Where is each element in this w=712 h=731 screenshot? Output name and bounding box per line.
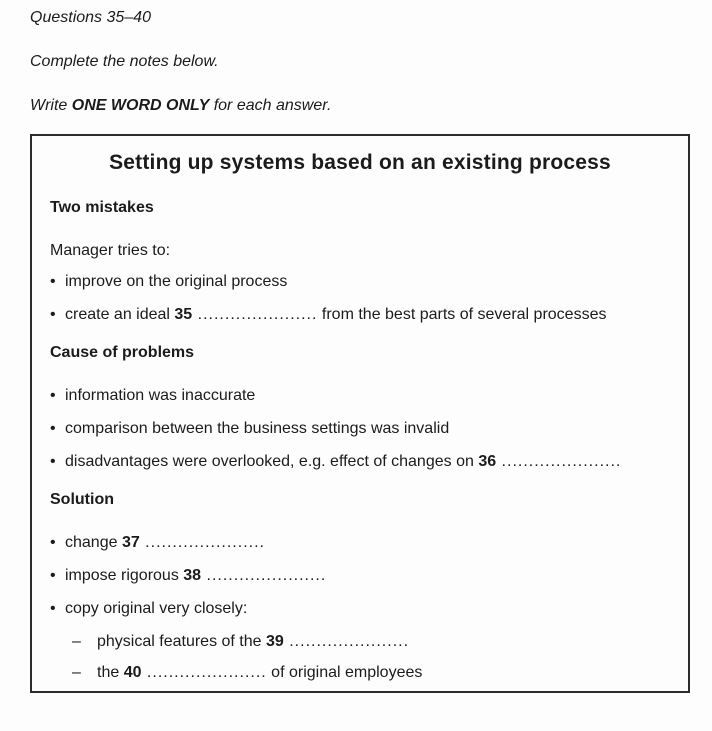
question-number-35: 35 xyxy=(174,306,193,323)
bullet-icon: • xyxy=(50,420,56,437)
notes-box xyxy=(30,134,690,693)
answer-blank-37: ...................... xyxy=(139,534,265,551)
question-number-40: 40 xyxy=(123,664,142,681)
bullet-icon: • xyxy=(50,534,56,551)
question-number-37: 37 xyxy=(121,534,140,551)
note-item-text: physical features of the xyxy=(97,633,266,650)
answer-blank-40: ...................... xyxy=(141,664,267,681)
section-intro-manager-tries: Manager tries to: xyxy=(50,242,171,259)
bullet-icon: • xyxy=(50,600,56,617)
answer-blank-39: ...................... xyxy=(283,633,410,650)
section-cause-of-problems xyxy=(50,343,670,472)
write-instruction xyxy=(30,96,712,116)
note-item-text: comparison between the business settings was invalid xyxy=(65,420,450,437)
note-item-text: information was inaccurate xyxy=(65,387,256,404)
section-heading-two-mistakes: Two mistakes xyxy=(50,199,154,216)
note-item-copy-original xyxy=(50,599,670,619)
note-item-improve xyxy=(50,272,670,292)
note-item-text: impose rigorous xyxy=(65,567,184,584)
questions-range: Questions 35–40 xyxy=(30,9,151,26)
note-item-q38 xyxy=(50,566,670,586)
note-item-text: change xyxy=(65,534,122,551)
question-number-38: 38 xyxy=(183,567,202,584)
note-item-text: disadvantages were overlooked, e.g. effect of changes on xyxy=(65,453,479,470)
bullet-icon: • xyxy=(50,453,56,470)
note-item-q35 xyxy=(50,305,670,325)
notes-title: Setting up systems based on an existing process xyxy=(109,151,611,174)
answer-blank-38: ...................... xyxy=(201,567,327,584)
instructions-block xyxy=(0,0,712,116)
note-item-comparison xyxy=(50,419,670,439)
bullet-icon: • xyxy=(50,273,56,290)
bullet-icon: • xyxy=(50,567,56,584)
note-item-text: from the best parts of several processes xyxy=(317,306,607,323)
note-item-q36 xyxy=(50,452,670,472)
write-instruction-suffix: for each answer. xyxy=(209,97,332,114)
note-item-text: improve on the original process xyxy=(65,273,288,290)
section-heading-solution: Solution xyxy=(50,491,114,508)
note-item-text: of original employees xyxy=(266,664,423,681)
note-item-information xyxy=(50,386,670,406)
note-item-text: copy original very closely: xyxy=(65,600,248,617)
bullet-icon: • xyxy=(50,387,56,404)
bullet-icon: • xyxy=(50,306,56,323)
section-heading-cause-of-problems: Cause of problems xyxy=(50,344,195,361)
complete-notes-instruction: Complete the notes below. xyxy=(30,53,219,70)
question-number-36: 36 xyxy=(478,453,497,470)
write-instruction-prefix: Write xyxy=(30,97,72,114)
dash-icon: – xyxy=(72,633,81,650)
note-item-text: create an ideal xyxy=(65,306,175,323)
dash-icon: – xyxy=(72,664,81,681)
note-item-q37 xyxy=(50,533,670,553)
write-instruction-bold: ONE WORD ONLY xyxy=(71,97,210,114)
answer-blank-35: ...................... xyxy=(192,306,318,323)
answer-blank-36: ...................... xyxy=(496,453,622,470)
note-subitem-q40 xyxy=(72,663,670,683)
question-number-39: 39 xyxy=(265,633,284,650)
section-two-mistakes xyxy=(50,198,670,325)
section-solution xyxy=(50,490,670,683)
note-subitem-q39 xyxy=(72,632,670,652)
note-item-text: the xyxy=(97,664,124,681)
